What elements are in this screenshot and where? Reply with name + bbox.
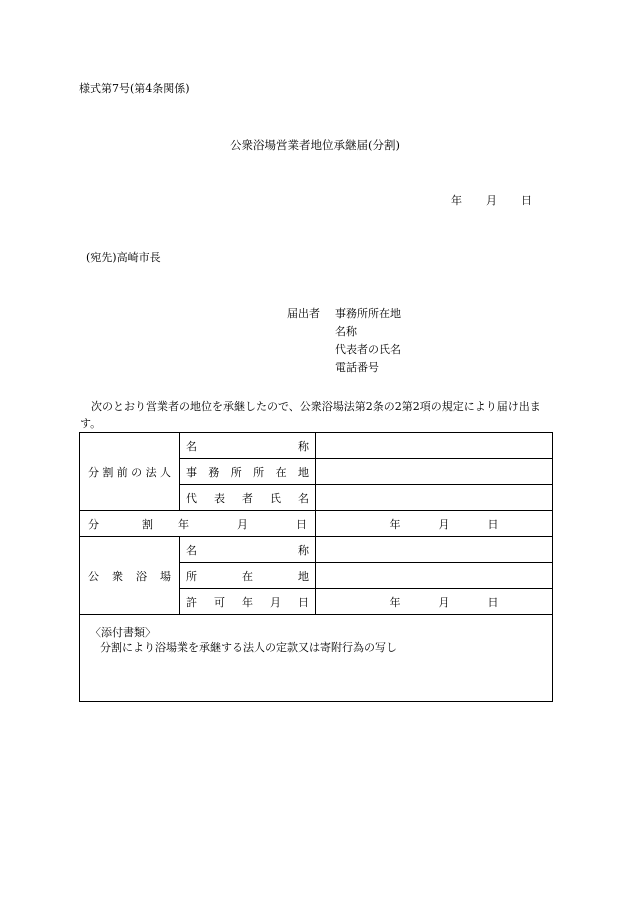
applicant-field-name: 名称: [335, 325, 357, 338]
pre-split-name-field[interactable]: [316, 433, 553, 459]
date-day-label: 日: [521, 194, 532, 207]
attachments-heading: 〈添付書類〉: [90, 626, 156, 639]
pre-split-corp-label: 分 割 前 の 法 人: [80, 433, 180, 511]
addressee: (宛先)高崎市長: [86, 251, 161, 264]
form-number: 様式第7号(第4条関係): [79, 82, 190, 95]
applicant-block: [287, 305, 401, 377]
date-year-label: 年: [451, 194, 462, 207]
date-month-label: 月: [486, 194, 497, 207]
pre-split-name-label: 名 称: [180, 433, 316, 459]
applicant-field-phone: 電話番号: [335, 361, 379, 374]
pre-split-representative-field[interactable]: [316, 485, 553, 511]
submission-date: [451, 194, 532, 208]
permit-date-field[interactable]: 年 月 日: [316, 589, 553, 615]
attachments-text: 分割により浴場業を承継する法人の定款又は寄附行為の写し: [100, 641, 397, 654]
split-row-label: 分 割 年 月 日: [80, 511, 316, 537]
applicant-field-address: 事務所所在地: [335, 307, 401, 320]
bathhouse-location-label: 所 在 地: [180, 563, 316, 589]
split-date-field[interactable]: 年 月 日: [316, 511, 553, 537]
notification-table: [79, 432, 553, 702]
pre-split-representative-label: 代 表 者 氏 名: [180, 485, 316, 511]
pre-split-address-label: 事 務 所 所 在 地: [180, 459, 316, 485]
bathhouse-name-field[interactable]: [316, 537, 553, 563]
permit-date-label: 許 可 年 月 日: [180, 589, 316, 615]
body-text: 次のとおり営業者の地位を承継したので、公衆浴場法第2条の2第2項の規定により届け出ます。: [80, 400, 541, 430]
bathhouse-name-label: 名 称: [180, 537, 316, 563]
bathhouse-label: 公 衆 浴 場: [80, 537, 180, 615]
attachments-section: [80, 615, 553, 702]
bathhouse-location-field[interactable]: [316, 563, 553, 589]
applicant-heading: 届出者: [287, 307, 320, 320]
pre-split-address-field[interactable]: [316, 459, 553, 485]
applicant-field-representative: 代表者の氏名: [335, 343, 401, 356]
document-title: 公衆浴場営業者地位承継届(分割): [230, 138, 400, 152]
